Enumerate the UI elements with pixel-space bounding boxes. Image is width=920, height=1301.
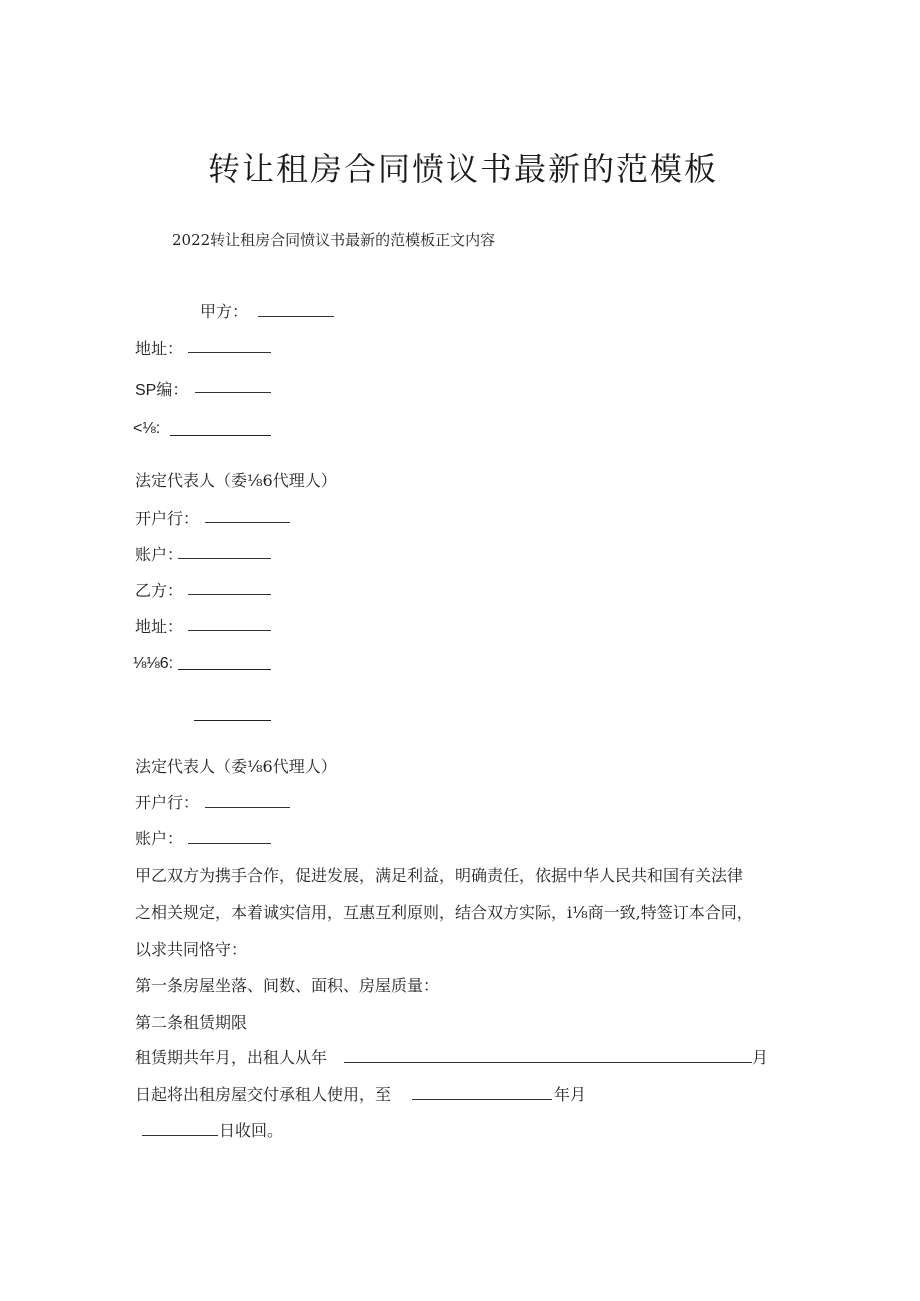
party-b-phone-label: ⅛⅛6: bbox=[133, 655, 174, 672]
party-a-bank-label: 开户行： bbox=[135, 509, 200, 528]
lease-line-1-end: 月 bbox=[752, 1048, 769, 1067]
party-a-address-label: 地址： bbox=[135, 339, 184, 358]
party-a-address-blank bbox=[188, 352, 271, 353]
party-b-address-blank bbox=[188, 630, 271, 631]
lease-end-date-blank bbox=[412, 1099, 552, 1100]
lease-line-2-start: 日起将出租房屋交付承租人使用，至 bbox=[135, 1085, 392, 1104]
party-b-bank-label: 开户行： bbox=[135, 793, 200, 812]
lease-start-date-blank bbox=[344, 1062, 752, 1063]
party-b-extra-blank bbox=[194, 720, 271, 721]
party-b-phone-blank bbox=[178, 669, 271, 670]
lease-line-2-end: 年月 bbox=[554, 1085, 587, 1104]
party-a-account-label: 账户： bbox=[135, 545, 184, 564]
party-a-account-blank bbox=[178, 558, 271, 559]
party-b-address-label: 地址： bbox=[135, 617, 184, 636]
party-a-bank-blank bbox=[205, 522, 290, 523]
party-b-account-label: 账户： bbox=[135, 829, 184, 848]
party-b-account-blank bbox=[188, 843, 271, 844]
party-b-bank-blank bbox=[205, 807, 290, 808]
lease-return-date-blank bbox=[142, 1135, 218, 1136]
party-a-phone-blank bbox=[170, 435, 271, 436]
paragraph-line-1: 甲乙双方为携手合作，促进发展，满足利益，明确责任，依据中华人民共和国有关法律 bbox=[135, 866, 744, 885]
party-b-label: 乙方： bbox=[135, 581, 184, 600]
party-a-blank bbox=[258, 316, 334, 317]
article-1-heading: 第一条房屋坐落、间数、面积、房屋质量： bbox=[135, 976, 440, 995]
paragraph-line-3: 以求共同恪守： bbox=[135, 940, 248, 959]
party-a-phone-label: <⅛: bbox=[133, 420, 161, 437]
party-a-postcode-blank bbox=[195, 392, 271, 393]
document-subtitle: 2022转让租房合同愤议书最新的范模板正文内容 bbox=[172, 231, 496, 249]
document-title: 转让租房合同愤议书最新的范模板 bbox=[208, 150, 719, 188]
party-a-label: 甲方： bbox=[200, 302, 249, 321]
article-2-heading: 第二条租赁期限 bbox=[135, 1013, 248, 1032]
party-a-representative-label: 法定代表人（委⅛6代理人） bbox=[135, 471, 337, 490]
party-b-representative-label: 法定代表人（委⅛6代理人） bbox=[135, 757, 337, 776]
paragraph-line-2: 之相关规定，本着诚实信用，互惠互利原则，结合双方实际，i⅛商一致,特签订本合同， bbox=[135, 903, 753, 922]
lease-line-1-start: 租赁期共年月，出租人从年 bbox=[135, 1048, 328, 1067]
party-a-postcode-label: SP编： bbox=[135, 382, 189, 399]
lease-line-3: 日收回。 bbox=[219, 1121, 284, 1140]
party-b-blank bbox=[188, 594, 271, 595]
